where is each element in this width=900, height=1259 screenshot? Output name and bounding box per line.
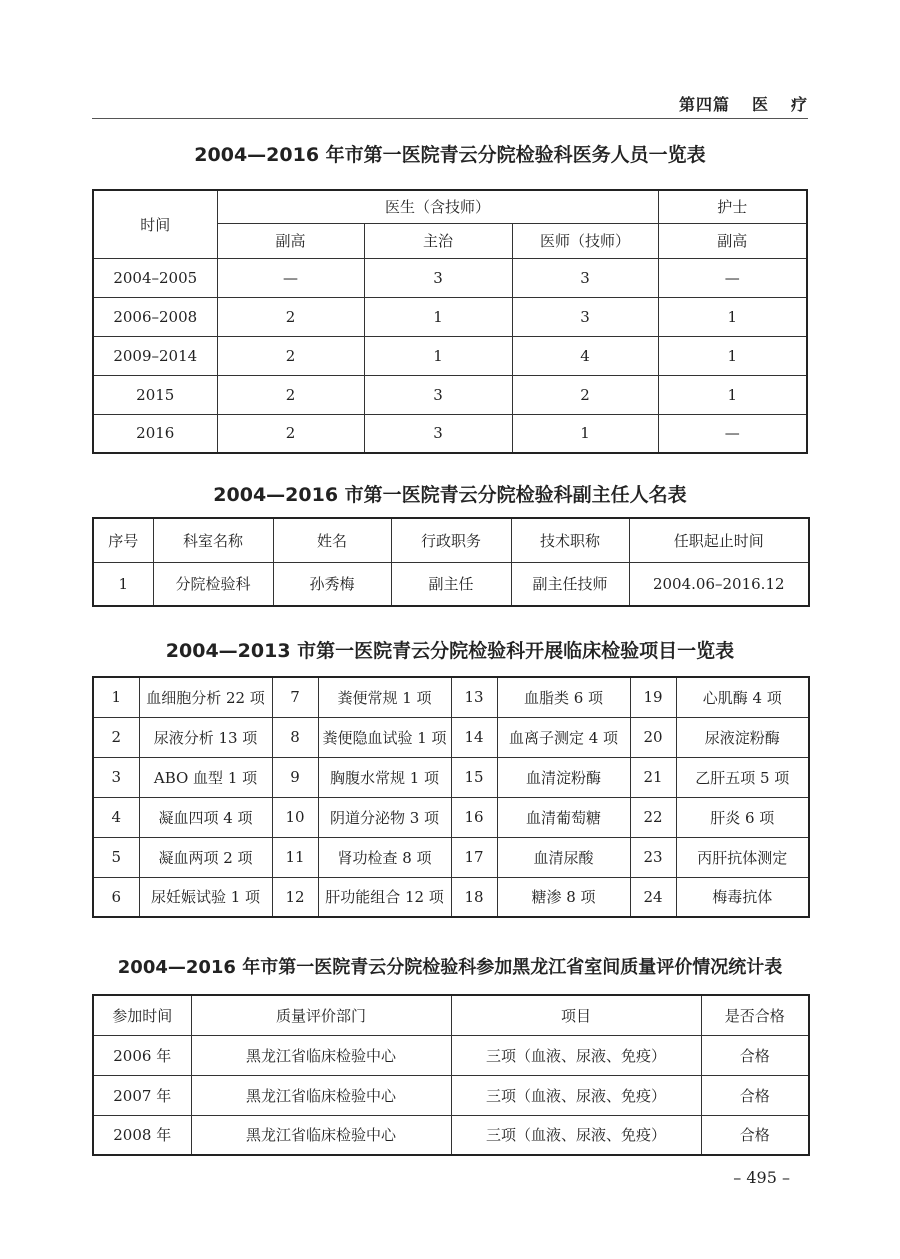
table-row bbox=[93, 562, 809, 606]
table-cell: 2 bbox=[217, 414, 364, 453]
deputy-header-row bbox=[93, 518, 809, 562]
table-cell: 14 bbox=[451, 717, 497, 757]
table-cell: 凝血四项 4 项 bbox=[139, 797, 272, 837]
staff-subheader: 副高 bbox=[658, 223, 807, 258]
staff-header-row bbox=[93, 190, 807, 223]
table-cell: 血离子测定 4 项 bbox=[497, 717, 630, 757]
table-cell: 10 bbox=[272, 797, 318, 837]
staff-subheader: 主治 bbox=[364, 223, 512, 258]
table-cell: 2 bbox=[217, 336, 364, 375]
table-cell: 肝功能组合 12 项 bbox=[318, 877, 451, 917]
table-cell: 副主任技师 bbox=[511, 562, 629, 606]
table-cell: 16 bbox=[451, 797, 497, 837]
table-cell: 2008 年 bbox=[93, 1115, 191, 1155]
table-cell: 血细胞分析 22 项 bbox=[139, 677, 272, 717]
table-cell: 血清淀粉酶 bbox=[497, 757, 630, 797]
table-cell: 黑龙江省临床检验中心 bbox=[191, 1075, 451, 1115]
table-cell: 阴道分泌物 3 项 bbox=[318, 797, 451, 837]
table-cell: 1 bbox=[658, 336, 807, 375]
table-cell: 12 bbox=[272, 877, 318, 917]
table-header-cell: 质量评价部门 bbox=[191, 995, 451, 1035]
table-cell: 23 bbox=[630, 837, 676, 877]
table-cell: 孙秀梅 bbox=[273, 562, 391, 606]
table-cell: 8 bbox=[272, 717, 318, 757]
table-cell: 三项（血液、尿液、免疫） bbox=[451, 1115, 701, 1155]
table-cell: 3 bbox=[512, 297, 658, 336]
table-cell: 21 bbox=[630, 757, 676, 797]
table-cell: 20 bbox=[630, 717, 676, 757]
table-cell: — bbox=[658, 258, 807, 297]
table-cell: 2015 bbox=[93, 375, 217, 414]
table-cell: 13 bbox=[451, 677, 497, 717]
table-cell: 19 bbox=[630, 677, 676, 717]
table-cell: 1 bbox=[512, 414, 658, 453]
table-cell: 心肌酶 4 项 bbox=[676, 677, 809, 717]
table-cell: 1 bbox=[93, 677, 139, 717]
table-header-cell: 技术职称 bbox=[511, 518, 629, 562]
table-cell: 3 bbox=[93, 757, 139, 797]
table-cell: 4 bbox=[512, 336, 658, 375]
table-cell: 2 bbox=[217, 375, 364, 414]
table-header-cell: 行政职务 bbox=[391, 518, 511, 562]
table-row bbox=[93, 297, 807, 336]
table-cell: 1 bbox=[93, 562, 153, 606]
table-cell: 3 bbox=[364, 414, 512, 453]
table-cell: 肾功检查 8 项 bbox=[318, 837, 451, 877]
table-cell: 2006–2008 bbox=[93, 297, 217, 336]
table-cell: 11 bbox=[272, 837, 318, 877]
table-cell: 分院检验科 bbox=[153, 562, 273, 606]
table-cell: 6 bbox=[93, 877, 139, 917]
table-cell: 2009–2014 bbox=[93, 336, 217, 375]
table-cell: 合格 bbox=[701, 1035, 809, 1075]
quality-header-row bbox=[93, 995, 809, 1035]
table-cell: 糖渗 8 项 bbox=[497, 877, 630, 917]
table-cell: 1 bbox=[364, 297, 512, 336]
table1-title: 2004—2016 年市第一医院青云分院检验科医务人员一览表 bbox=[194, 144, 706, 166]
page-number: – 495 – bbox=[733, 1168, 790, 1187]
staff-col-time: 时间 bbox=[93, 190, 217, 258]
table-cell: 梅毒抗体 bbox=[676, 877, 809, 917]
header-rule bbox=[92, 118, 808, 119]
table-cell: 胸腹水常规 1 项 bbox=[318, 757, 451, 797]
table-row bbox=[93, 414, 807, 453]
staff-group-doctor: 医生（含技师） bbox=[217, 190, 658, 223]
test-items-table bbox=[92, 676, 810, 918]
table-cell: ABO 血型 1 项 bbox=[139, 757, 272, 797]
table-cell: 15 bbox=[451, 757, 497, 797]
table-cell: 三项（血液、尿液、免疫） bbox=[451, 1035, 701, 1075]
table-cell: 血脂类 6 项 bbox=[497, 677, 630, 717]
table-cell: 18 bbox=[451, 877, 497, 917]
table-cell: 3 bbox=[364, 375, 512, 414]
section-subject-2: 疗 bbox=[790, 95, 808, 114]
table-cell: 肝炎 6 项 bbox=[676, 797, 809, 837]
table-cell: — bbox=[217, 258, 364, 297]
table-cell: 3 bbox=[512, 258, 658, 297]
staff-group-nurse: 护士 bbox=[658, 190, 807, 223]
table-row bbox=[93, 837, 809, 877]
table4-title: 2004—2016 年市第一医院青云分院检验科参加黑龙江省室间质量评价情况统计表 bbox=[117, 957, 783, 978]
staff-subheader: 副高 bbox=[217, 223, 364, 258]
table-cell: 2 bbox=[512, 375, 658, 414]
table-cell: 2 bbox=[217, 297, 364, 336]
deputy-director-table bbox=[92, 517, 810, 607]
table-cell: 7 bbox=[272, 677, 318, 717]
table-cell: 2007 年 bbox=[93, 1075, 191, 1115]
quality-eval-table bbox=[92, 994, 810, 1156]
section-header bbox=[679, 92, 808, 115]
table2-title: 2004—2016 市第一医院青云分院检验科副主任人名表 bbox=[213, 484, 687, 506]
table-row bbox=[93, 1075, 809, 1115]
table-header-cell: 科室名称 bbox=[153, 518, 273, 562]
table-header-cell: 姓名 bbox=[273, 518, 391, 562]
table-cell: 22 bbox=[630, 797, 676, 837]
table-cell: 合格 bbox=[701, 1115, 809, 1155]
table-cell: 尿液淀粉酶 bbox=[676, 717, 809, 757]
table-cell: 5 bbox=[93, 837, 139, 877]
table-header-cell: 参加时间 bbox=[93, 995, 191, 1035]
table-row bbox=[93, 258, 807, 297]
table-cell: 粪便常规 1 项 bbox=[318, 677, 451, 717]
table-header-cell: 是否合格 bbox=[701, 995, 809, 1035]
table-cell: 24 bbox=[630, 877, 676, 917]
table-cell: 黑龙江省临床检验中心 bbox=[191, 1035, 451, 1075]
table-row bbox=[93, 336, 807, 375]
table-row bbox=[93, 797, 809, 837]
table-header-cell: 项目 bbox=[451, 995, 701, 1035]
table-cell: 黑龙江省临床检验中心 bbox=[191, 1115, 451, 1155]
table-cell: 尿液分析 13 项 bbox=[139, 717, 272, 757]
table-cell: 4 bbox=[93, 797, 139, 837]
table-cell: 9 bbox=[272, 757, 318, 797]
table-cell: 2004.06–2016.12 bbox=[629, 562, 809, 606]
table-cell: 2 bbox=[93, 717, 139, 757]
table-cell: 丙肝抗体测定 bbox=[676, 837, 809, 877]
table3-title: 2004—2013 市第一医院青云分院检验科开展临床检验项目一览表 bbox=[165, 640, 735, 662]
table-cell: — bbox=[658, 414, 807, 453]
table-cell: 血清尿酸 bbox=[497, 837, 630, 877]
table-row bbox=[93, 677, 809, 717]
table-row bbox=[93, 877, 809, 917]
table-cell: 17 bbox=[451, 837, 497, 877]
table-row bbox=[93, 717, 809, 757]
table-cell: 1 bbox=[658, 375, 807, 414]
table-cell: 副主任 bbox=[391, 562, 511, 606]
table-cell: 三项（血液、尿液、免疫） bbox=[451, 1075, 701, 1115]
table-cell: 凝血两项 2 项 bbox=[139, 837, 272, 877]
table-cell: 1 bbox=[364, 336, 512, 375]
table-cell: 1 bbox=[658, 297, 807, 336]
staff-table bbox=[92, 189, 808, 454]
table-row bbox=[93, 1035, 809, 1075]
table-cell: 2006 年 bbox=[93, 1035, 191, 1075]
table-row bbox=[93, 375, 807, 414]
table-cell: 尿妊娠试验 1 项 bbox=[139, 877, 272, 917]
staff-subheader: 医师（技师） bbox=[512, 223, 658, 258]
section-subject-1: 医 bbox=[751, 95, 769, 114]
section-label: 第四篇 bbox=[678, 95, 730, 114]
table-cell: 2016 bbox=[93, 414, 217, 453]
table-header-cell: 任职起止时间 bbox=[629, 518, 809, 562]
table-cell: 乙肝五项 5 项 bbox=[676, 757, 809, 797]
table-cell: 3 bbox=[364, 258, 512, 297]
table-cell: 粪便隐血试验 1 项 bbox=[318, 717, 451, 757]
table-header-cell: 序号 bbox=[93, 518, 153, 562]
table-cell: 合格 bbox=[701, 1075, 809, 1115]
table-row bbox=[93, 757, 809, 797]
table-cell: 血清葡萄糖 bbox=[497, 797, 630, 837]
table-cell: 2004–2005 bbox=[93, 258, 217, 297]
table-row bbox=[93, 1115, 809, 1155]
